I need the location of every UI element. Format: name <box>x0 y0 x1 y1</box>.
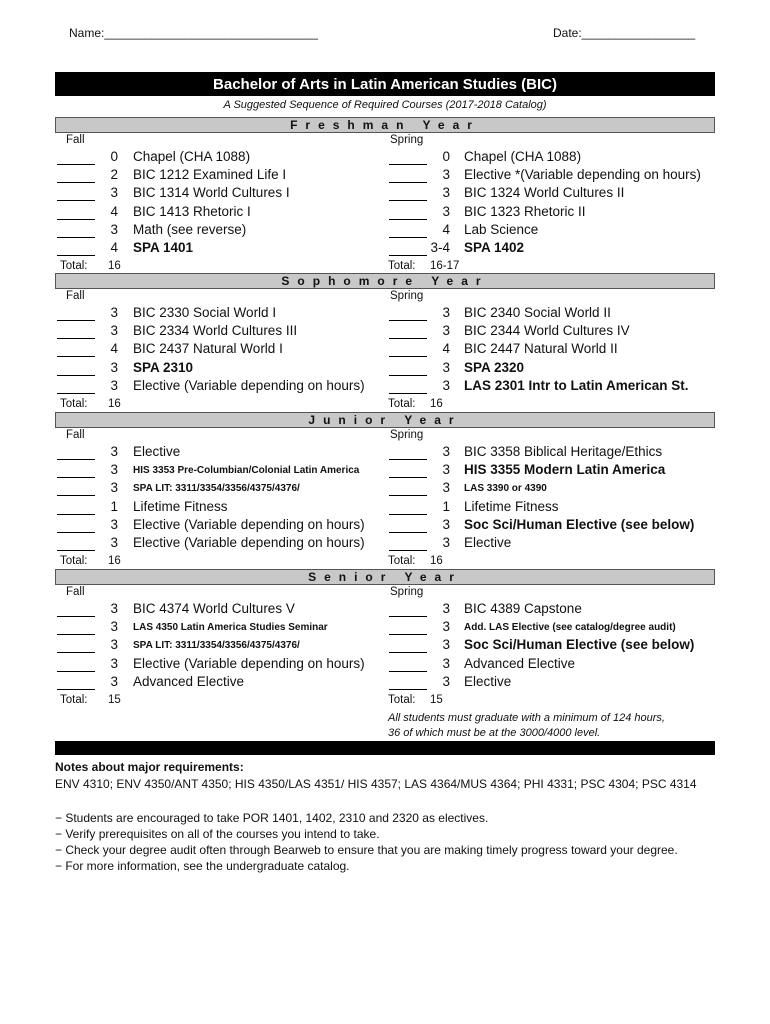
course-hours: 3 <box>110 535 118 550</box>
course-name: BIC 2334 World Cultures III <box>133 323 298 339</box>
course-hours: 3 <box>110 323 118 339</box>
note-bullet: − For more information, see the undergraduate catalog. <box>55 859 350 873</box>
year-header: Junior Year <box>55 412 715 428</box>
course-hours: 4 <box>110 240 118 255</box>
course-name: BIC 2344 World Cultures IV <box>464 323 630 339</box>
course-name: HIS 3353 Pre-Columbian/Colonial Latin America <box>133 465 360 477</box>
course-name: Elective <box>464 673 512 689</box>
course-name: Elective (Variable depending on hours) <box>133 655 365 671</box>
document-title: Bachelor of Arts in Latin American Studies (BIC) <box>55 72 715 96</box>
spring-total-value: 16-17 <box>430 260 460 273</box>
notes-body: ENV 4310; ENV 4350/ANT 4350; HIS 4350/LAS 4351/ HIS 4357; LAS 4364/MUS 4364; PHI 4331; PSC 4304; PSC 4314 <box>55 777 697 791</box>
course-hours: 3 <box>110 359 118 375</box>
note-bullet: − Check your degree audit often through Bearweb to ensure that you are making timely progress toward your degree. <box>55 843 678 857</box>
course-name: Elective (Variable depending on hours) <box>133 516 365 532</box>
course-name: BIC 1323 Rhetoric II <box>464 203 586 219</box>
course-hours: 3 <box>110 185 118 201</box>
spring-label: Spring <box>390 586 424 598</box>
course-name: SPA 1402 <box>464 240 525 255</box>
course-name: SPA LIT: 3311/3354/3356/4375/4376/ <box>133 640 300 652</box>
course-name: Advanced Elective <box>133 673 245 689</box>
course-hours: 3 <box>110 305 118 320</box>
fall-total-label: Total: <box>60 398 88 410</box>
spring-total-label: Total: <box>388 260 416 273</box>
course-hours: 3 <box>442 323 450 339</box>
course-hours: 3 <box>442 601 450 616</box>
spring-total-value: 16 <box>430 555 443 568</box>
fall-total-label: Total: <box>60 260 88 273</box>
fall-total-value: 16 <box>108 260 121 273</box>
course-hours: 3 <box>110 619 118 635</box>
course-hours: 3 <box>442 359 450 375</box>
course-name: BIC 1413 Rhetoric I <box>133 203 251 219</box>
spring-total-value: 15 <box>430 694 443 706</box>
course-name: Lifetime Fitness <box>464 498 559 514</box>
fall-total-label: Total: <box>60 694 88 706</box>
course-hours: 3 <box>442 535 450 550</box>
course-hours: 3 <box>110 462 118 478</box>
course-hours: 3 <box>442 673 450 689</box>
spring-total-value: 16 <box>430 398 443 410</box>
course-name: BIC 2330 Social World I <box>133 305 277 320</box>
course-hours: 3 <box>442 203 450 219</box>
course-hours: 3 <box>442 637 450 653</box>
course-hours: 3 <box>442 185 450 201</box>
fall-label: Fall <box>66 134 85 146</box>
course-name: LAS 2301 Intr to Latin American St. <box>464 377 689 393</box>
course-name: Soc Sci/Human Elective (see below) <box>464 516 695 532</box>
course-name: BIC 4374 World Cultures V <box>133 601 295 616</box>
date-field-label[interactable]: Date:_________________ <box>553 26 696 40</box>
course-hours: 1 <box>442 498 450 514</box>
course-name: BIC 1314 World Cultures I <box>133 185 290 201</box>
course-name: BIC 2437 Natural World I <box>133 341 283 357</box>
course-hours: 4 <box>442 341 450 357</box>
course-hours: 3 <box>110 480 118 496</box>
course-name: Chapel (CHA 1088) <box>133 149 251 164</box>
document-subtitle: A Suggested Sequence of Required Courses (2017-2018 Catalog) <box>223 99 547 111</box>
course-hours: 1 <box>110 498 118 514</box>
year-header: Sophomore Year <box>55 273 715 289</box>
course-name: Lifetime Fitness <box>133 498 228 514</box>
course-name: BIC 3358 Biblical Heritage/Ethics <box>464 444 663 459</box>
course-name: Soc Sci/Human Elective (see below) <box>464 637 695 653</box>
course-name: Lab Science <box>464 221 539 237</box>
spring-total-label: Total: <box>388 694 416 706</box>
name-field-label[interactable]: Name:________________________________ <box>69 26 318 40</box>
course-hours: 3 <box>110 516 118 532</box>
graduation-note-line-1: All students must graduate with a minimum of 124 hours, <box>388 712 665 724</box>
course-name: SPA LIT: 3311/3354/3356/4375/4376/ <box>133 483 300 495</box>
course-hours: 0 <box>442 149 450 164</box>
section-divider <box>55 741 715 755</box>
course-name: SPA 2320 <box>464 359 525 375</box>
course-hours: 3 <box>442 619 450 635</box>
course-hours: 3 <box>110 221 118 237</box>
course-name: BIC 1212 Examined Life I <box>133 167 287 183</box>
spring-total-label: Total: <box>388 398 416 410</box>
fall-total-value: 16 <box>108 555 121 568</box>
course-hours: 3 <box>110 637 118 653</box>
fall-label: Fall <box>66 290 85 302</box>
course-hours: 3 <box>110 377 118 393</box>
course-name: LAS 4350 Latin America Studies Seminar <box>133 622 328 634</box>
spring-label: Spring <box>390 429 424 441</box>
course-hours: 2 <box>110 167 118 183</box>
course-hours: 4 <box>110 203 118 219</box>
course-name: LAS 3390 or 4390 <box>464 483 547 495</box>
course-name: HIS 3355 Modern Latin America <box>464 462 666 478</box>
course-name: BIC 1324 World Cultures II <box>464 185 625 201</box>
note-bullet: − Students are encouraged to take POR 1401, 1402, 2310 and 2320 as electives. <box>55 811 489 825</box>
course-name: Chapel (CHA 1088) <box>464 149 582 164</box>
notes-title: Notes about major requirements: <box>55 760 244 774</box>
course-hours: 3 <box>442 516 450 532</box>
course-name: SPA 2310 <box>133 359 194 375</box>
course-name: SPA 1401 <box>133 240 194 255</box>
spring-label: Spring <box>390 290 424 302</box>
fall-total-value: 16 <box>108 398 121 410</box>
course-name: Elective <box>133 444 181 459</box>
course-name: Advanced Elective <box>464 655 576 671</box>
course-hours: 3 <box>110 601 118 616</box>
course-hours: 3 <box>110 655 118 671</box>
course-name: Math (see reverse) <box>133 221 247 237</box>
spring-total-label: Total: <box>388 555 416 568</box>
notes-bullets <box>55 810 678 874</box>
course-hours: 3 <box>442 480 450 496</box>
course-name: BIC 4389 Capstone <box>464 601 582 616</box>
course-name: Elective (Variable depending on hours) <box>133 377 365 393</box>
fall-total-value: 15 <box>108 694 121 706</box>
fall-label: Fall <box>66 586 85 598</box>
course-hours: 4 <box>442 221 450 237</box>
fall-total-label: Total: <box>60 555 88 568</box>
year-header: Senior Year <box>55 569 715 585</box>
course-name: Elective *(Variable depending on hours) <box>464 167 701 183</box>
course-hours: 3 <box>442 444 450 459</box>
note-bullet: − Verify prerequisites on all of the courses you intend to take. <box>55 827 380 841</box>
course-hours: 3-4 <box>430 240 450 255</box>
course-hours: 3 <box>110 673 118 689</box>
spring-label: Spring <box>390 134 424 146</box>
course-hours: 3 <box>442 462 450 478</box>
course-name: BIC 2340 Social World II <box>464 305 611 320</box>
graduation-note-line-2: 36 of which must be at the 3000/4000 level. <box>388 727 601 739</box>
course-name: Elective <box>464 535 512 550</box>
course-hours: 3 <box>442 377 450 393</box>
course-hours: 3 <box>442 655 450 671</box>
course-name: Add. LAS Elective (see catalog/degree audit) <box>464 622 676 634</box>
course-hours: 3 <box>442 305 450 320</box>
course-hours: 0 <box>110 149 118 164</box>
year-header: Freshman Year <box>55 117 715 133</box>
course-name: BIC 2447 Natural World II <box>464 341 618 357</box>
course-hours: 3 <box>110 444 118 459</box>
course-name: Elective (Variable depending on hours) <box>133 535 365 550</box>
fall-label: Fall <box>66 429 85 441</box>
course-hours: 3 <box>442 167 450 183</box>
course-hours: 4 <box>110 341 118 357</box>
